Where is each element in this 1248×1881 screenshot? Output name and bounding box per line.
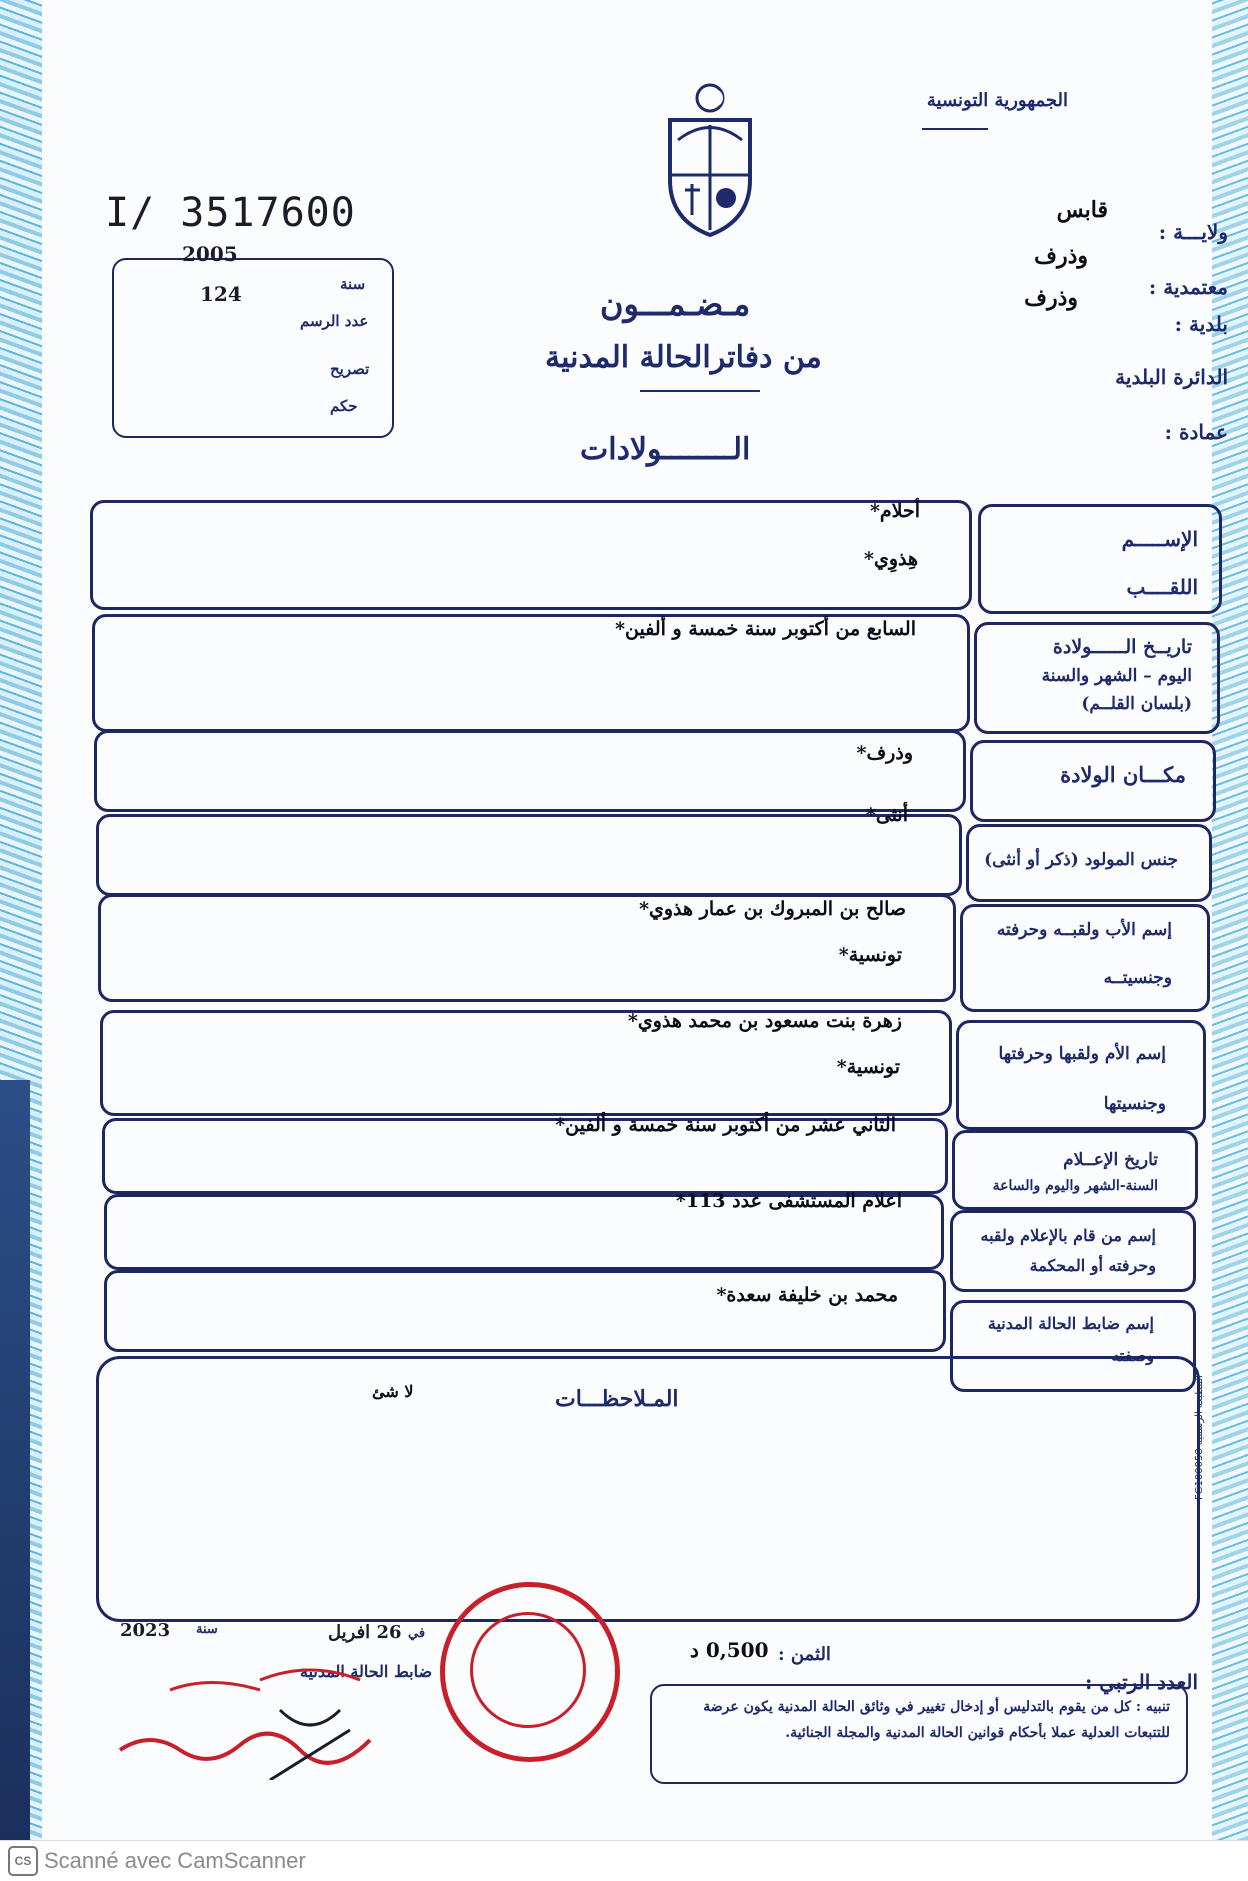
- daira-label: الدائرة البلدية: [1115, 365, 1228, 389]
- birth-date-sub-label: اليوم – الشهر والسنة: [1041, 666, 1192, 686]
- father-nationality-label: وجنسيتــه: [1103, 968, 1172, 988]
- baladia-label: بلدية :: [1174, 312, 1228, 336]
- officer-label: إسم ضابط الحالة المدنية: [987, 1314, 1154, 1333]
- title-line1: مـضـمـــون: [600, 285, 751, 323]
- handwritten-signature: [110, 1650, 433, 1780]
- signature-date-prefix: في: [408, 1626, 426, 1641]
- remarks-value: لا شئ: [372, 1382, 414, 1401]
- birth-place-value: وذرف*: [856, 742, 913, 764]
- omada-label: عمادة :: [1164, 420, 1228, 444]
- birth-place-label: مكـــان الولادة: [1060, 762, 1186, 787]
- declarant-label: إسم من قام بالإعلام ولقبه: [980, 1226, 1156, 1245]
- officer-value: محمد بن خليفة سعدة*: [716, 1284, 898, 1306]
- mootamadia-label: معتمدية :: [1148, 275, 1228, 299]
- declaration-date-label-box: [952, 1130, 1198, 1210]
- mother-label: إسم الأم ولقبها وحرفتها: [998, 1044, 1166, 1064]
- last-name-value: هِذوِي*: [864, 548, 918, 570]
- registry-number-value: 124: [200, 282, 242, 306]
- birth-place-value-box: [94, 730, 966, 812]
- officer-sub-label: وصفته: [1111, 1346, 1154, 1365]
- sex-label: جنس المولود (ذكر أو أنثى): [984, 850, 1178, 870]
- declarant-value: اعلام المستشفى عدد 113*: [675, 1190, 902, 1212]
- title-underline: [640, 390, 760, 392]
- wilaya-label: ولايـــة :: [1158, 220, 1228, 244]
- rank-label: العدد الرتبي :: [1085, 1670, 1198, 1694]
- mother-label-box: [956, 1020, 1206, 1130]
- name-value-box: [90, 500, 972, 610]
- declaration-date-value: الثاني عشر من أكتوبر سنة خمسة و ألفين*: [555, 1114, 896, 1136]
- camscanner-logo-icon: CS: [8, 1846, 38, 1876]
- father-nationality-value: تونسية*: [838, 944, 902, 966]
- birth-date-value: السابع من أكتوبر سنة خمسة و ألفين*: [615, 618, 916, 640]
- background-edge: [0, 1080, 30, 1840]
- title-line3: الــــــــولادات: [580, 432, 751, 467]
- price-label: الثمن :: [778, 1644, 831, 1665]
- last-name-label: اللقــــب: [1126, 575, 1198, 599]
- officer-title: ضابط الحالة المدنية: [300, 1662, 433, 1681]
- baladia-value: وذرف: [1024, 285, 1078, 311]
- declarant-sub-label: وحرفته أو المحكمة: [1029, 1256, 1156, 1275]
- first-name-value: أحلام*: [869, 500, 920, 522]
- mootamadia-value: وذرف: [1034, 243, 1088, 269]
- title-line2: من دفاترالحالة المدنية: [545, 340, 822, 375]
- declaration-date-label: تاريخ الإعــلام: [1063, 1150, 1158, 1170]
- warning-text: تنبيه : كل من يقوم بالتدليس أو إدخال تغيير في وثائق الحالة المدنية يكون عرضة للتتبعات العدلية عملا بأحكام قوانين الحالة المدنية والمجلة الجنائية.: [703, 1699, 1170, 1741]
- declaration-label: تصريح: [330, 360, 370, 378]
- judgment-label: حكم: [330, 397, 358, 415]
- sex-value: أنثى*: [865, 804, 908, 826]
- wilaya-value: قابس: [1056, 197, 1108, 223]
- price-value: 0,500 د: [690, 1638, 769, 1662]
- printer-mark: المطبعة الرسمية FG100058: [1194, 1375, 1205, 1500]
- father-label: إسم الأب ولقبــه وحرفته: [996, 920, 1172, 940]
- signature-year-label: سنة: [196, 1622, 218, 1637]
- official-stamp-center: [470, 1612, 586, 1728]
- scanner-watermark-text: Scanné avec CamScanner: [44, 1848, 306, 1873]
- registry-number-label: عدد الرسم: [300, 312, 369, 330]
- signature-year-value: 2023: [120, 1620, 171, 1641]
- serial-number: I/ 3517600: [105, 190, 356, 236]
- mother-value: زهرة بنت مسعود بن محمد هذوي*: [627, 1010, 902, 1032]
- signature-date-value: 26 افريل: [328, 1622, 402, 1643]
- mother-nationality-label: وجنسيتها: [1103, 1094, 1166, 1114]
- father-value: صالح بن المبروك بن عمار هذوي*: [639, 898, 906, 920]
- heading-underline: [922, 128, 988, 130]
- republic-heading: الجمهورية التونسية: [926, 90, 1068, 111]
- sex-value-box: [96, 814, 962, 896]
- declarant-label-box: [950, 1210, 1196, 1292]
- officer-value-box: [104, 1270, 946, 1352]
- remarks-label: المـلاحظـــات: [555, 1386, 679, 1412]
- registry-year-label: سنة: [340, 275, 366, 293]
- first-name-label: الإســـــم: [1121, 527, 1198, 551]
- declaration-date-sub-label: السنة-الشهر واليوم والساعة: [992, 1178, 1158, 1194]
- birth-date-pen-label: (بلسان القلــم): [1081, 694, 1192, 714]
- registry-year-value: 2005: [182, 242, 238, 266]
- birth-date-label: تاريــخ الــــــولادة: [1052, 636, 1192, 658]
- mother-nationality-value: تونسية*: [836, 1056, 900, 1078]
- coat-of-arms-icon: [660, 80, 760, 240]
